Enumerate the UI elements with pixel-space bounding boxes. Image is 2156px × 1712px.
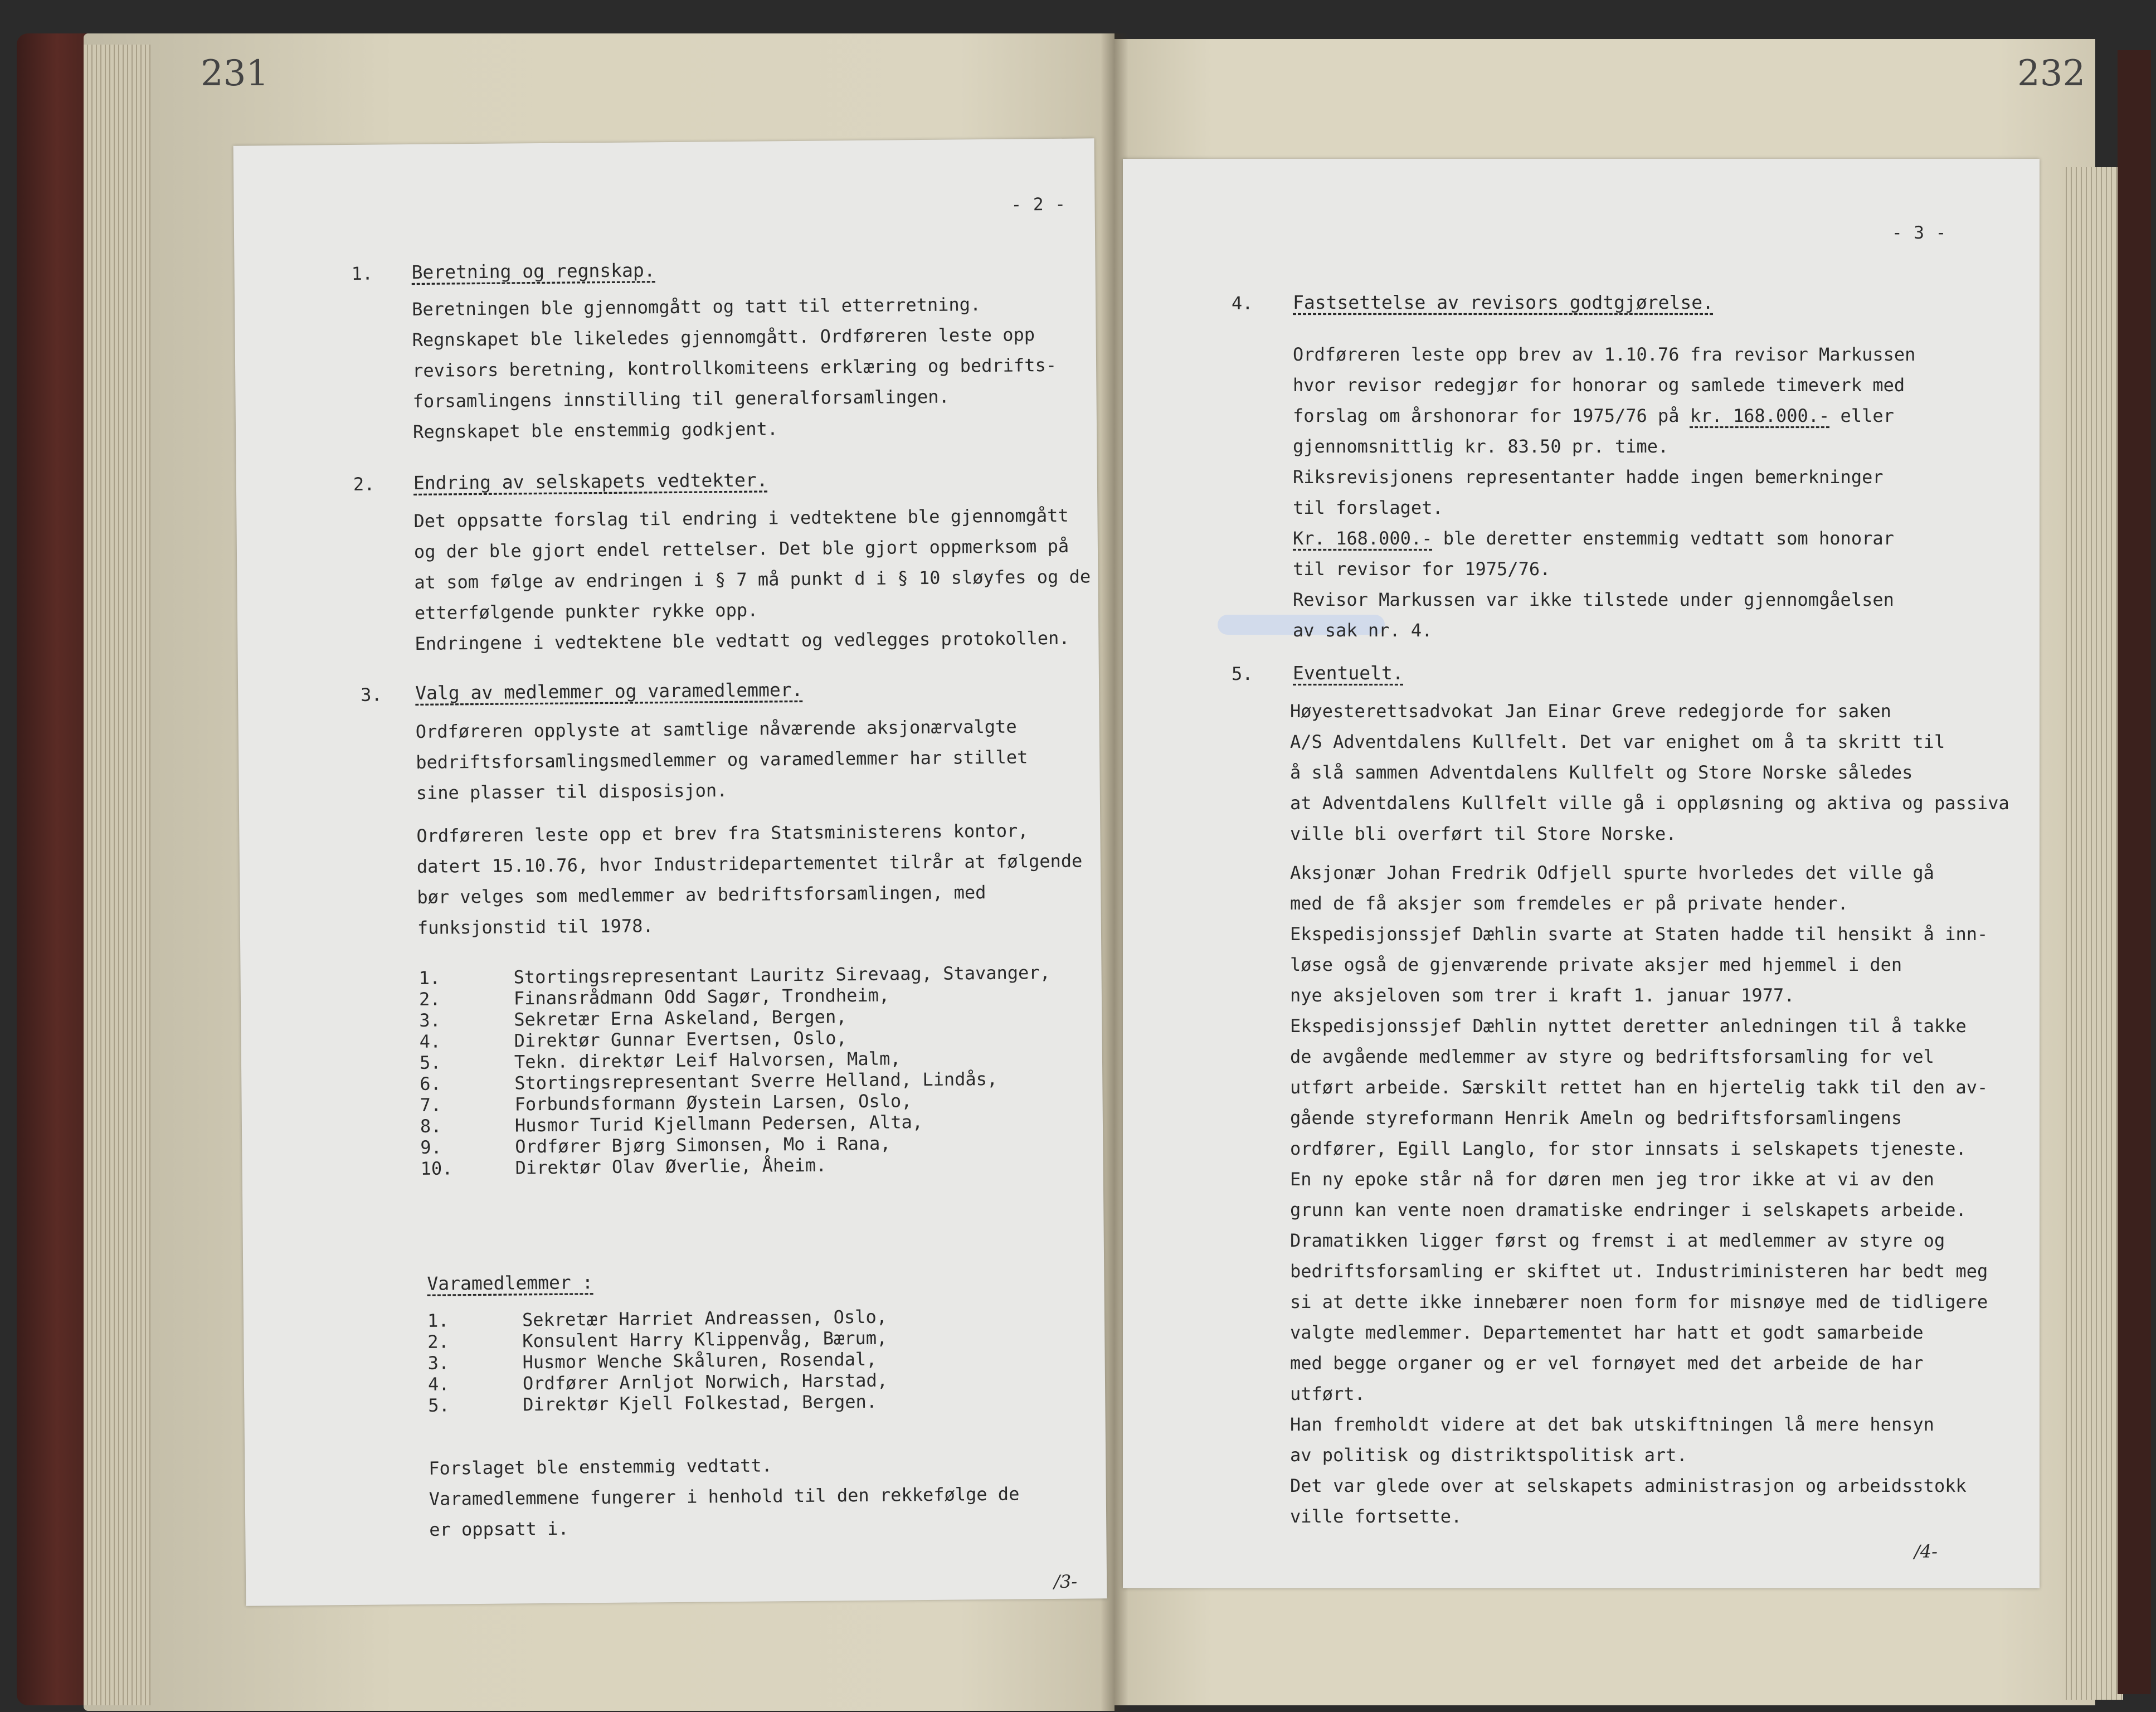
text-line: hvor revisor redegjør for honorar og samlede timeverk med [1293,374,1905,396]
list-number: 6. [420,1073,441,1095]
text-line: at Adventdalens Kullfelt ville gå i oppløsning og aktiva og passiva [1290,792,2009,814]
list-number: 4. [427,1373,450,1395]
typed-sheet-page-2 [233,138,1107,1606]
text-line: med begge organer og er vel fornøyet med det arbeide de har [1290,1353,1924,1374]
text-fragment: forslag om årshonorar for 1975/76 på [1293,405,1690,426]
typed-sheet-page-3 [1123,159,2040,1588]
page-edges-right [2062,167,2123,1700]
page-number: - 3 - [1892,223,1947,243]
text-line: Riksrevisjonens representanter hadde ingen bemerkninger [1293,466,1884,488]
text-line: løse også de gjenværende private aksjer med hjemmel i den [1290,954,1902,975]
list-item: Tekn. direktør Leif Halvorsen, Malm, [514,1048,901,1073]
page-edges-left [84,45,150,1705]
text-line [1293,407,1894,425]
section-number: 3. [361,684,382,706]
continuation-mark: /4- [1914,1541,1938,1562]
book-cover-right [2118,50,2151,1694]
section-number: 5. [1232,663,1253,684]
list-item: Direktør Olav Øverlie, Åheim. [515,1154,827,1179]
text-line: Forslaget ble enstemmig vedtatt. [429,1455,772,1479]
section-heading: Eventuelt. [1293,662,1404,684]
text-line: si at dette ikke innebærer noen form for misnøye med de tidligere [1290,1291,1988,1312]
text-line: valgte medlemmer. Departementet har hatt et godt samarbeide [1290,1322,1924,1343]
section-heading: Endring av selskapets vedtekter. [413,469,768,494]
text-line: bør velges som medlemmer av bedriftsforsamlingen, med [417,882,986,908]
text-fragment: eller [1829,405,1894,426]
text-line: revisors beretning, kontrollkomiteens erklæring og bedrifts- [412,354,1057,381]
list-number: 10. [420,1157,453,1179]
text-line: forsamlingens innstilling til generalforsamlingen. [412,386,950,412]
list-item: Husmor Turid Kjellmann Pedersen, Alta, [514,1111,923,1136]
text-line: gående styreformann Henrik Ameln og bedriftsforsamlingens [1290,1107,1902,1129]
text-line: Høyesterettsadvokat Jan Einar Greve redegjorde for saken [1290,701,1891,722]
list-number: 1. [427,1310,449,1331]
text-line: sine plasser til disposisjon. [416,780,728,804]
list-item: Stortingsrepresentant Lauritz Sirevaag, Stavanger, [513,962,1051,988]
list-item: Finansrådmann Odd Sagør, Trondheim, [513,984,890,1009]
list-item: Husmor Wenche Skåluren, Rosendal, [522,1348,877,1373]
list-item: Konsulent Harry Klippenvåg, Bærum, [522,1327,888,1352]
text-line: Ekspedisjonssjef Dæhlin svarte at Staten hadde til hensikt å inn- [1290,923,1988,945]
page-number: - 2 - [1011,194,1067,215]
folio-number-left: 231 [201,53,269,94]
list-item: Sekretær Erna Askeland, Bergen, [514,1006,847,1030]
section-heading: Valg av medlemmer og varamedlemmer. [415,678,803,704]
text-line: Endringene i vedtektene ble vedtatt og vedlegges protokollen. [415,627,1070,654]
text-line: bedriftsforsamling er skiftet ut. Industriministeren har bedt meg [1290,1261,1988,1282]
text-line [1293,529,1894,547]
fee-amount: kr. 168.000.- [1690,405,1830,426]
section-number: 4. [1232,293,1253,314]
text-line: bedriftsforsamlingsmedlemmer og varamedlemmer har stillet [416,746,1028,773]
deputies-heading: Varamedlemmer : [427,1271,593,1295]
text-line: grunn kan vente noen dramatiske endringer i selskapets arbeide. [1290,1199,1967,1220]
list-number: 2. [418,988,441,1010]
section-number: 2. [353,473,375,495]
text-line: Ordføreren leste opp brev av 1.10.76 fra revisor Markussen [1293,344,1916,365]
text-line: av sak nr. 4. [1293,620,1433,641]
text-line: de avgående medlemmer av styre og bedriftsforsamling for vel [1290,1046,1934,1067]
list-number: 9. [420,1136,442,1158]
text-line: Dramatikken ligger først og fremst i at medlemmer av styre og [1290,1230,1945,1251]
text-line: A/S Adventdalens Kullfelt. Det var enighet om å ta skritt til [1290,731,1945,752]
text-line: nye aksjeloven som trer i kraft 1. januar 1977. [1290,985,1795,1006]
text-fragment: ble deretter enstemmig vedtatt som honorar [1432,528,1894,549]
text-line: Regnskapet ble likeledes gjennomgått. Ordføreren leste opp [412,324,1035,351]
text-line: ordfører, Egill Langlo, for stor innsats i selskapets tjeneste. [1290,1138,1967,1159]
text-line: Beretningen ble gjennomgått og tatt til etterretning. [412,294,981,320]
text-line: datert 15.10.76, hvor Industridepartementet tilrår at følgende [416,850,1083,877]
text-line: Det oppsatte forslag til endring i vedtektene ble gjennomgått [413,504,1069,532]
list-number: 3. [427,1352,450,1374]
text-line: Regnskapet ble enstemmig godkjent. [412,418,778,442]
folio-number-right: 232 [2017,53,2086,94]
continuation-mark: /3- [1053,1570,1078,1593]
list-item: Direktør Gunnar Evertsen, Oslo, [514,1027,848,1052]
section-heading: Fastsettelse av revisors godtgjørelse. [1293,291,1714,313]
list-number: 1. [418,967,441,989]
text-line: Varamedlemmene fungerer i henhold til den rekkefølge de [429,1483,1020,1510]
text-line: Det var glede over at selskapets administrasjon og arbeidsstokk [1290,1475,1967,1496]
list-number: 4. [419,1030,441,1052]
text-line: funksjonstid til 1978. [417,915,654,938]
list-item: Sekretær Harriet Andreassen, Oslo, [522,1306,888,1331]
text-line: til forslaget. [1293,497,1443,518]
text-line: Ordføreren leste opp et brev fra Statsministerens kontor, [416,820,1029,847]
text-line: er oppsatt i. [429,1518,569,1540]
text-line: Ekspedisjonssjef Dæhlin nyttet deretter anledningen til å takke [1290,1015,1967,1037]
fee-amount: Kr. 168.000.- [1293,528,1433,549]
text-line: etterfølgende punkter rykke opp. [414,599,758,624]
list-number: 2. [427,1331,450,1353]
text-line: En ny epoke står nå for døren men jeg tror ikke at vi av den [1290,1169,1934,1190]
list-number: 5. [428,1394,450,1416]
text-line: ville bli overført til Store Norske. [1290,823,1677,844]
list-item: Ordfører Arnljot Norwich, Harstad, [522,1369,888,1394]
text-line: Ordføreren opplyste at samtlige nåværende aksjonærvalgte [415,716,1017,742]
text-line: utført arbeide. Særskilt rettet han en hjertelig takk til den av- [1290,1077,1988,1098]
list-item: Direktør Kjell Folkestad, Bergen. [523,1390,878,1416]
text-line: av politisk og distriktspolitisk art. [1290,1444,1687,1466]
section-number: 1. [351,262,373,284]
text-line: Han fremholdt videre at det bak utskiftningen lå mere hensyn [1290,1414,1934,1435]
text-line: ville fortsette. [1290,1506,1462,1527]
list-number: 8. [420,1115,442,1137]
text-line: at som følge av endringen i § 7 må punkt d i § 10 sløyfes og de [414,566,1091,593]
list-number: 7. [420,1094,442,1116]
section-heading: Beretning og regnskap. [411,259,655,284]
text-line: til revisor for 1975/76. [1293,558,1551,580]
list-item: Ordfører Bjørg Simonsen, Mo i Rana, [515,1132,891,1157]
text-line: utført. [1290,1383,1365,1404]
text-line: Revisor Markussen var ikke tilstede under gjennomgåelsen [1293,589,1894,610]
text-line: og der ble gjort endel rettelser. Det ble gjort oppmerksom på [413,535,1069,562]
text-line: med de få aksjer som fremdeles er på private hender. [1290,893,1848,914]
text-line: å slå sammen Adventdalens Kullfelt og Store Norske således [1290,762,1913,783]
list-item: Forbundsformann Øystein Larsen, Oslo, [514,1090,912,1115]
list-number: 5. [419,1052,441,1073]
text-line: Aksjonær Johan Fredrik Odfjell spurte hvorledes det ville gå [1290,862,1934,883]
text-line: gjennomsnittlig kr. 83.50 pr. time. [1293,436,1669,457]
list-number: 3. [419,1009,441,1031]
list-item: Stortingsrepresentant Sverre Helland, Lindås, [514,1068,998,1094]
